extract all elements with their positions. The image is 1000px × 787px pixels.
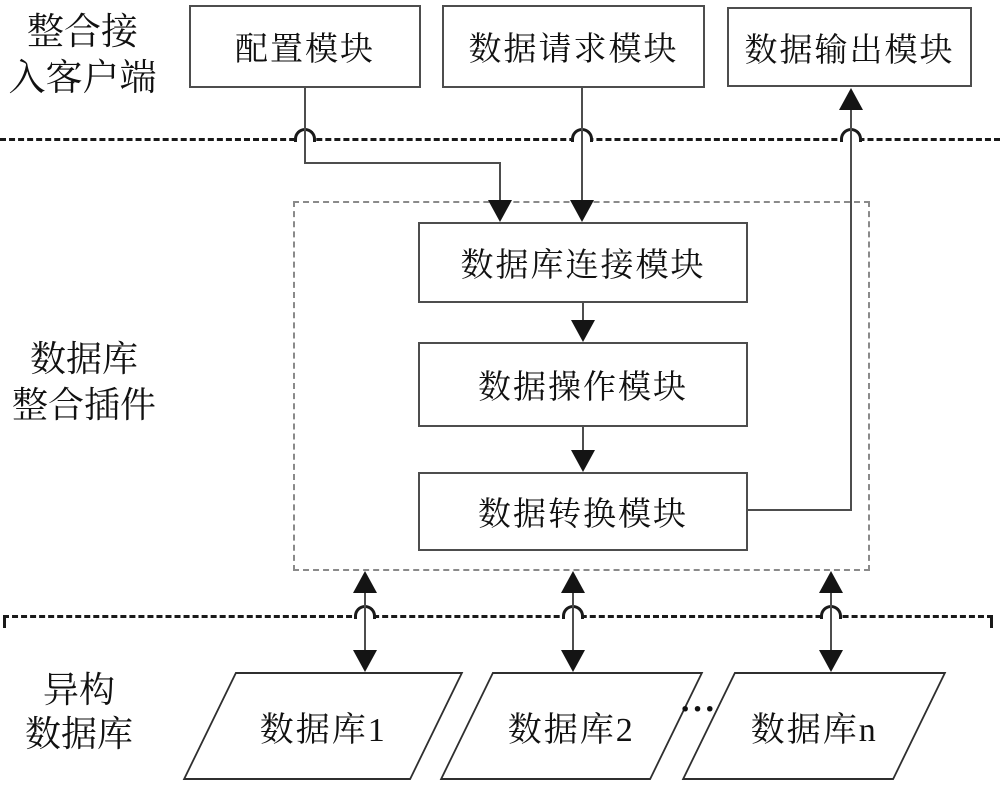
data-request-module-box [442, 5, 705, 88]
heterogeneous-db-layer-label [0, 668, 158, 756]
config-module-box [189, 5, 421, 88]
plugin-layer-label [0, 336, 168, 428]
data-operation-module-box [418, 342, 748, 427]
client-layer-label-line2: 入客户端 [8, 58, 157, 99]
data-operation-module-label: 数据操作模块 [478, 370, 688, 406]
data-request-module-label: 数据请求模块 [468, 32, 679, 68]
data-output-module-label: 数据输出模块 [744, 32, 955, 69]
client-layer-label-line1: 整合接 [27, 12, 138, 53]
connector-config-horizontal [304, 162, 501, 164]
config-module-label: 配置模块 [235, 32, 375, 68]
connector-output-vertical [850, 108, 852, 511]
client-layer-label [0, 10, 165, 102]
connector-config-drop [499, 162, 501, 204]
database-1-parallelogram [183, 672, 464, 780]
data-conversion-module-label: 数据转换模块 [478, 497, 688, 533]
plugin-layer-label-line2: 整合插件 [11, 385, 156, 425]
plugin-layer-label-line1: 数据库 [29, 339, 138, 379]
database-n-parallelogram [682, 672, 947, 780]
database-2-parallelogram [440, 672, 704, 780]
data-output-module-box [727, 7, 972, 87]
arrowhead-down-icon [353, 650, 377, 672]
arrowhead-down-icon [819, 650, 843, 672]
heterogeneous-db-label-line1: 异构 [42, 670, 115, 710]
connector-operate-convert [582, 427, 584, 453]
database-2-label: 数据库2 [508, 711, 635, 749]
data-conversion-module-box [418, 472, 748, 551]
database-n-label: 数据库n [750, 711, 878, 749]
arrowhead-up-icon [353, 571, 377, 593]
arrowhead-up-icon [819, 571, 843, 593]
connector-db1-vertical [364, 592, 366, 652]
arrowhead-up-icon [561, 571, 585, 593]
connector-request-vertical [581, 88, 583, 204]
db-connection-module-box [418, 222, 748, 303]
connector-db2-vertical [572, 592, 574, 652]
connector-dbn-vertical [830, 592, 832, 652]
database-1-label: 数据库1 [259, 711, 387, 749]
arrowhead-down-icon [561, 650, 585, 672]
databases-ellipsis: ··· [679, 691, 717, 728]
connector-config-vertical [304, 88, 306, 164]
separator-left-tick [3, 615, 6, 628]
heterogeneous-db-label-line2: 数据库 [24, 714, 133, 754]
connector-convert-horizontal [748, 509, 851, 511]
db-connection-module-label: 数据库连接模块 [460, 248, 706, 284]
arrowhead-up-icon [839, 88, 863, 110]
plugin-database-separator-line [3, 615, 993, 618]
separator-right-tick [990, 615, 993, 628]
